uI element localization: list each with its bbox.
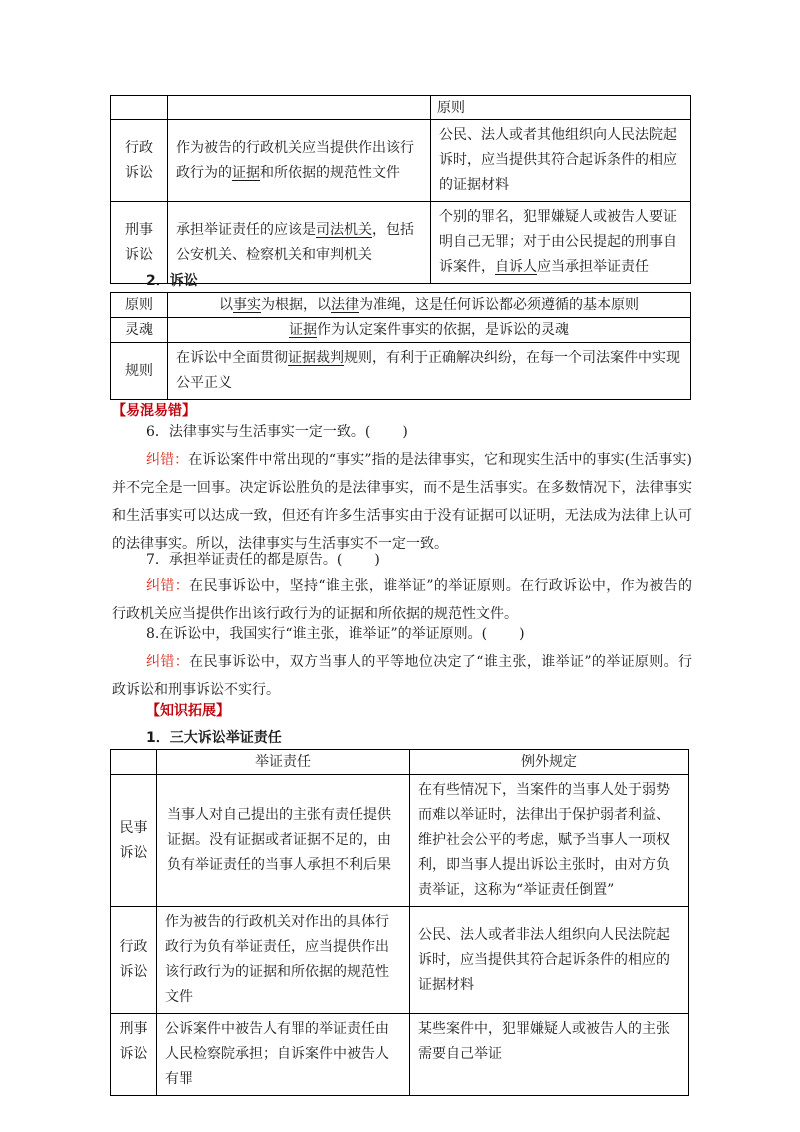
table-cell xyxy=(168,120,431,202)
table-litigation-principles xyxy=(110,292,691,400)
table-row xyxy=(111,1014,689,1096)
row-header-principle: 原则 xyxy=(111,293,168,318)
table-header-burden: 举证责任 xyxy=(157,750,410,775)
table-row xyxy=(111,343,691,400)
table-header-exception: 例外规定 xyxy=(410,750,689,775)
table-cell: 作为被告的行政机关对作出的具体行政行为负有举证责任，应当提供作出该行政行为的证据和所依据的规范性文件 xyxy=(157,907,410,1014)
underlined-term: 自诉人 xyxy=(495,259,537,275)
table-cell xyxy=(168,293,691,318)
row-header-rule: 规则 xyxy=(111,343,168,400)
text: 规则，有利于正确解决纠纷，在每一个司法案件中实现公平正义 xyxy=(176,350,680,391)
row-header-civil: 民事 诉讼 xyxy=(111,775,157,907)
question-8 xyxy=(146,620,525,648)
subtitle-burden-of-proof: 1．三大诉讼举证责任 xyxy=(146,730,282,746)
correction-label: 纠错： xyxy=(146,452,189,468)
text: 应当承担举证责任 xyxy=(537,259,649,275)
row-header-criminal: 刑事 诉讼 xyxy=(111,1014,157,1096)
correction-label: 纠错： xyxy=(146,578,190,594)
table-burden-of-proof xyxy=(110,749,689,1096)
underlined-term: 证据 xyxy=(289,322,317,338)
table-litigation-types xyxy=(110,95,691,284)
correction-8 xyxy=(112,648,692,704)
question-text: 7．承担举证责任的都是原告。( xyxy=(146,552,343,568)
table-row xyxy=(111,293,691,318)
table-row xyxy=(111,775,689,907)
correction-label: 纠错： xyxy=(146,654,190,670)
question-bracket: ) xyxy=(374,552,380,568)
section-title-litigation: 2．诉讼 xyxy=(146,273,198,289)
heading-confusion: 【易混易错】 xyxy=(112,403,196,419)
table-cell xyxy=(111,96,168,120)
question-text: 6．法律事实与生活事实一定一致。( xyxy=(146,424,371,440)
text: 和所依据的规范性文件 xyxy=(260,164,400,181)
table-cell xyxy=(168,202,431,284)
table-cell: 某些案件中，犯罪嫌疑人或被告人的主张需要自己举证 xyxy=(410,1014,689,1096)
table-cell: 公民、法人或者其他组织向人民法院起诉时，应当提供其符合起诉条件的相应的证据材料 xyxy=(431,120,691,202)
text: 在诉讼中全面贯彻 xyxy=(176,350,288,366)
row-header-criminal: 刑事 诉讼 xyxy=(111,202,168,284)
question-bracket: ) xyxy=(519,626,525,642)
text: 以 xyxy=(219,297,233,313)
underlined-term: 法律 xyxy=(331,297,359,313)
table-cell: 公诉案件中被告人有罪的举证责任由人民检察院承担；自诉案件中被告人有罪 xyxy=(157,1014,410,1096)
table-row xyxy=(111,907,689,1014)
table-cell: 在有些情况下，当案件的当事人处于弱势而难以举证时，法律出于保护弱者利益、维护社会公平的考虑，赋予当事人一项权利，即当事人提出诉讼主张时，由对方负责举证，这称为“举证责任倒置” xyxy=(410,775,689,907)
table-cell xyxy=(168,96,431,120)
text: 为准绳，这是任何诉讼都必须遵循的基本原则 xyxy=(359,297,639,313)
text: 承担举证责任的应该是 xyxy=(176,221,316,238)
table-cell: 公民、法人或者非法人组织向人民法院起诉时，应当提供其符合起诉条件的相应的证据材料 xyxy=(410,907,689,1014)
question-text: 8.在诉讼中，我国实行“谁主张，谁举证”的举证原则。( xyxy=(146,626,488,642)
table-cell xyxy=(168,343,691,400)
heading-knowledge-extension: 【知识拓展】 xyxy=(146,703,230,719)
text: 个别的罪名，犯罪嫌疑人或被告人要证明自己无罪；对于由公民提起的刑事自诉案件， xyxy=(439,209,677,275)
correction-text: 在民事诉讼中，双方当事人的平等地位决定了“谁主张，谁举证”的举证原则。行政诉讼和刑事诉讼不实行。 xyxy=(112,654,693,698)
table-row xyxy=(111,318,691,343)
correction-text: 在民事诉讼中，坚持“谁主张，谁举证”的举证原则。在行政诉讼中，作为被告的行政机关应当提供作出该行政行为的证据和所依据的规范性文件。 xyxy=(112,578,693,622)
row-header-administrative: 行政 诉讼 xyxy=(111,120,168,202)
table-cell xyxy=(431,202,691,284)
table-cell: 当事人对自己提出的主张有责任提供证据。没有证据或者证据不足的，由负有举证责任的当事人承担不利后果 xyxy=(157,775,410,907)
question-7 xyxy=(146,546,380,574)
table-header-cell xyxy=(111,750,157,775)
underlined-term: 事实 xyxy=(233,297,261,313)
text: 为根据，以 xyxy=(261,297,331,313)
table-cell: 原则 xyxy=(431,96,691,120)
question-6 xyxy=(146,418,408,446)
table-header-row xyxy=(111,750,689,775)
text: ，包括公安机关、检察机关和审判机关 xyxy=(176,221,414,263)
table-row xyxy=(111,120,691,202)
text: 作为被告的行政机关应当提供作出该行政行为的 xyxy=(176,139,414,181)
correction-text: 在诉讼案件中常出现的“事实”指的是法律事实，它和现实生活中的事实(生活事实)并不完全是一回事。决定诉讼胜负的是法律事实，而不是生活事实。在多数情况下，法律事实和生活事实可以达成一致，但还有许多生活事实由于没有证据可以证明，无法成为法律上认可的法律事实。所以，法律事实与生活事实不一定一致。 xyxy=(112,452,692,552)
table-row xyxy=(111,96,691,120)
correction-6 xyxy=(112,446,692,558)
text: 作为认定案件事实的依据，是诉讼的灵魂 xyxy=(317,322,569,338)
table-cell xyxy=(168,318,691,343)
underlined-term: 证据裁判 xyxy=(288,350,344,366)
question-bracket: ) xyxy=(402,424,408,440)
row-header-soul: 灵魂 xyxy=(111,318,168,343)
underlined-term: 证据 xyxy=(232,164,260,181)
row-header-administrative: 行政 诉讼 xyxy=(111,907,157,1014)
underlined-term: 司法机关 xyxy=(316,221,372,238)
